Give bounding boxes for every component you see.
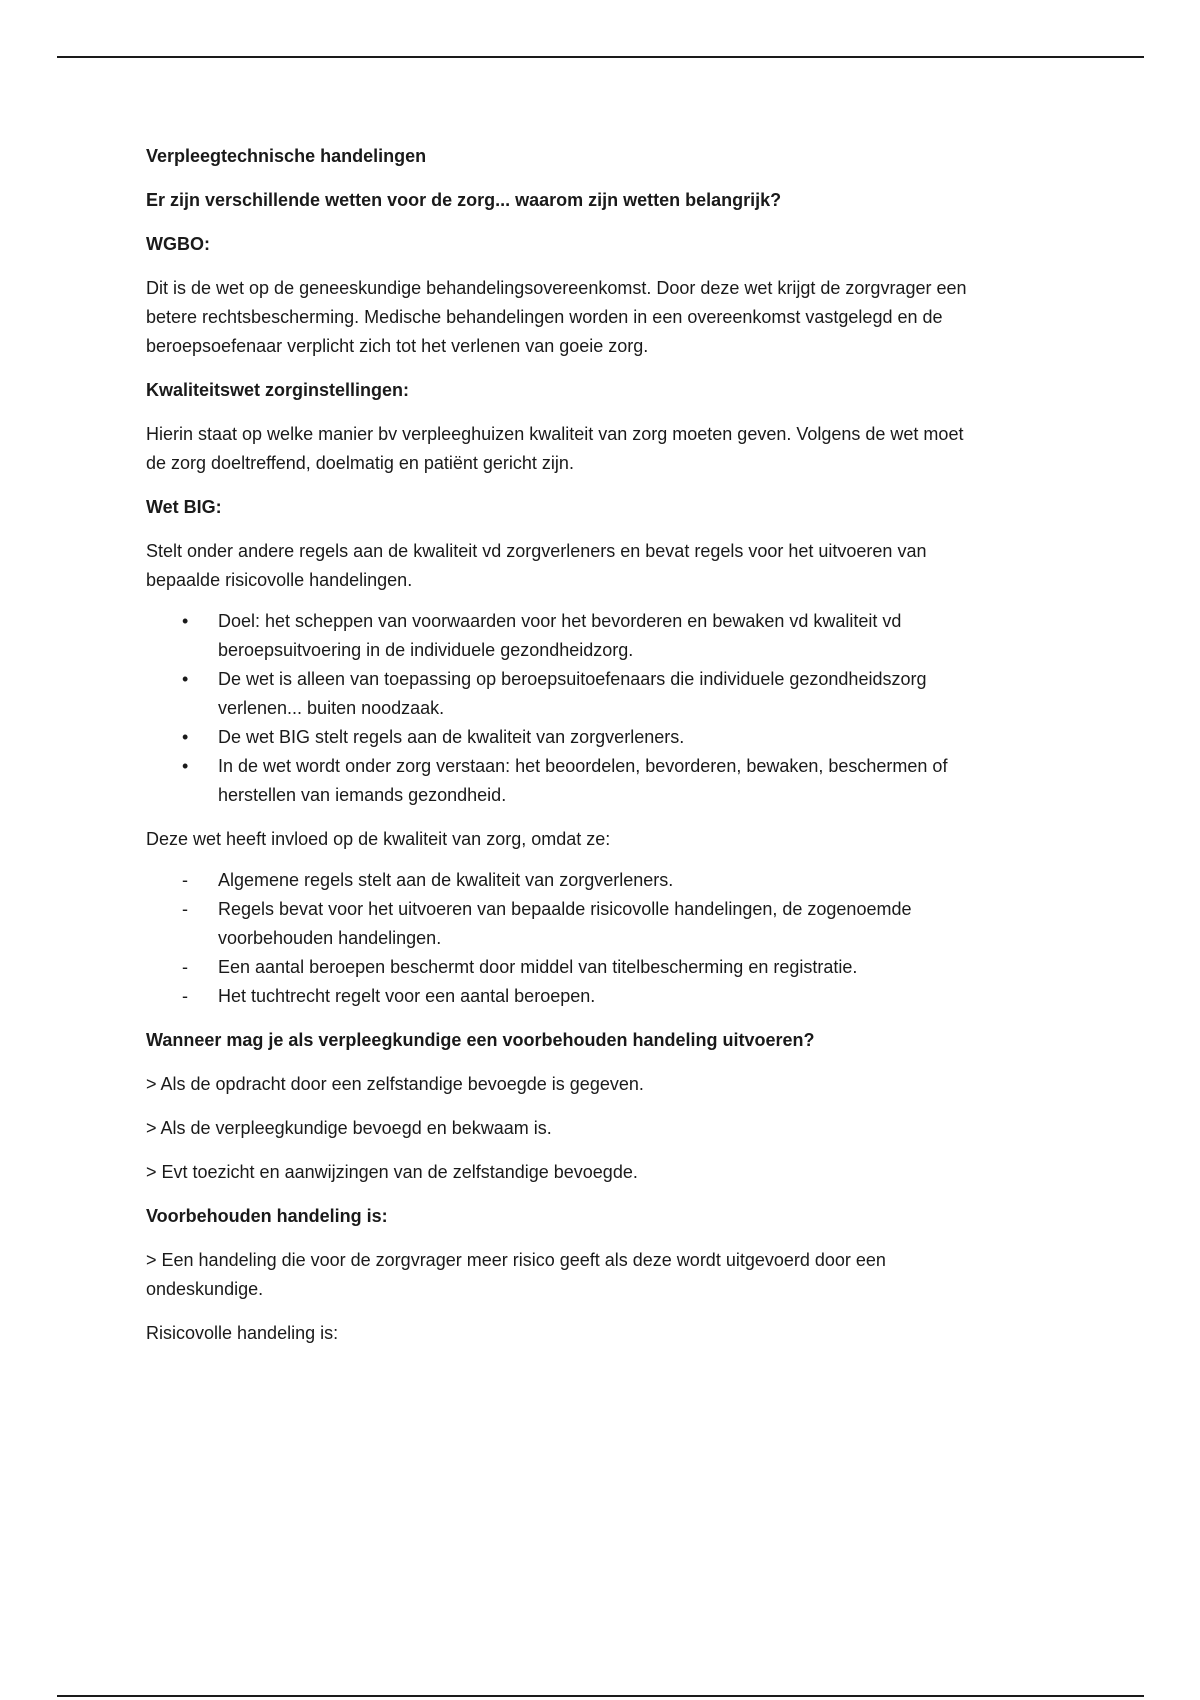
list-item — [146, 665, 1086, 723]
paragraph-line: Hierin staat op welke manier bv verpleeghuizen kwaliteit van zorg moeten geven. Volgens de wet moet — [146, 424, 964, 444]
list-item — [146, 607, 1086, 665]
influence-intro: Deze wet heeft invloed op de kwaliteit van zorg, omdat ze: — [146, 829, 611, 849]
document-body — [146, 142, 1086, 1348]
bullet-icon — [182, 665, 202, 694]
paragraph-line: ondeskundige. — [146, 1279, 264, 1299]
list-item-line: herstellen van iemands gezondheid. — [218, 785, 507, 805]
list-item-line: Algemene regels stelt aan de kwaliteit van zorgverleners. — [218, 870, 674, 890]
question-heading: Er zijn verschillende wetten voor de zorg... waarom zijn wetten belangrijk? — [146, 190, 782, 210]
list-item — [146, 982, 1086, 1011]
answer-line: > Als de opdracht door een zelfstandige bevoegde is gegeven. — [146, 1074, 644, 1094]
list-item-line: De wet is alleen van toepassing op beroepsuitoefenaars die individuele gezondheidszorg — [218, 669, 927, 689]
paragraph-line: beroepsoefenaar verplicht zich tot het verlenen van goeie zorg. — [146, 336, 649, 356]
list-item-line: Regels bevat voor het uitvoeren van bepaalde risicovolle handelingen, de zogenoemde — [218, 899, 912, 919]
bullet-icon — [182, 723, 202, 752]
wgbo-paragraph — [146, 274, 1086, 361]
paragraph-line: > Een handeling die voor de zorgvrager meer risico geeft als deze wordt uitgevoerd door een — [146, 1250, 886, 1270]
list-item — [146, 723, 1086, 752]
footer-rule — [57, 1695, 1144, 1697]
list-item — [146, 866, 1086, 895]
list-item-line: voorbehouden handelingen. — [218, 928, 442, 948]
list-item — [146, 752, 1086, 810]
list-item-line: De wet BIG stelt regels aan de kwaliteit van zorgverleners. — [218, 727, 685, 747]
list-item-line: Doel: het scheppen van voorwaarden voor het bevorderen en bewaken vd kwaliteit vd — [218, 611, 902, 631]
influence-dash-list — [146, 866, 1086, 1011]
wet-big-paragraph — [146, 537, 1086, 595]
answer-line: > Evt toezicht en aanwijzingen van de zelfstandige bevoegde. — [146, 1162, 638, 1182]
voorbehouden-heading: Voorbehouden handeling is: — [146, 1206, 388, 1226]
wgbo-heading: WGBO: — [146, 234, 210, 254]
risicovol-heading: Risicovolle handeling is: — [146, 1323, 339, 1343]
paragraph-line: bepaalde risicovolle handelingen. — [146, 570, 413, 590]
paragraph-line: Dit is de wet op de geneeskundige behandelingsovereenkomst. Door deze wet krijgt de zorgvrager een — [146, 278, 967, 298]
answer-line: > Als de verpleegkundige bevoegd en bekwaam is. — [146, 1118, 552, 1138]
dash-icon — [182, 982, 202, 1011]
paragraph-line: de zorg doeltreffend, doelmatig en patiënt gericht zijn. — [146, 453, 574, 473]
list-item-line: verlenen... buiten noodzaak. — [218, 698, 445, 718]
dash-icon — [182, 895, 202, 924]
list-item-line: Het tuchtrecht regelt voor een aantal beroepen. — [218, 986, 596, 1006]
dash-icon — [182, 953, 202, 982]
dash-icon — [182, 866, 202, 895]
wet-big-bullet-list — [146, 607, 1086, 810]
list-item-line: beroepsuitvoering in de individuele gezondheidzorg. — [218, 640, 634, 660]
voorbehouden-question-heading: Wanneer mag je als verpleegkundige een voorbehouden handeling uitvoeren? — [146, 1030, 815, 1050]
voorbehouden-paragraph — [146, 1246, 1086, 1304]
paragraph-line: Stelt onder andere regels aan de kwaliteit vd zorgverleners en bevat regels voor het uitvoeren van — [146, 541, 927, 561]
paragraph-line: betere rechtsbescherming. Medische behandelingen worden in een overeenkomst vastgelegd en de — [146, 307, 943, 327]
list-item-line: In de wet wordt onder zorg verstaan: het beoordelen, bevorderen, bewaken, beschermen of — [218, 756, 948, 776]
bullet-icon — [182, 607, 202, 636]
wet-big-heading: Wet BIG: — [146, 497, 222, 517]
header-rule — [57, 56, 1144, 58]
document-title: Verpleegtechnische handelingen — [146, 146, 427, 166]
kwaliteitswet-heading: Kwaliteitswet zorginstellingen: — [146, 380, 410, 400]
bullet-icon — [182, 752, 202, 781]
kwaliteitswet-paragraph — [146, 420, 1086, 478]
list-item — [146, 953, 1086, 982]
list-item-line: Een aantal beroepen beschermt door middel van titelbescherming en registratie. — [218, 957, 858, 977]
list-item — [146, 895, 1086, 953]
